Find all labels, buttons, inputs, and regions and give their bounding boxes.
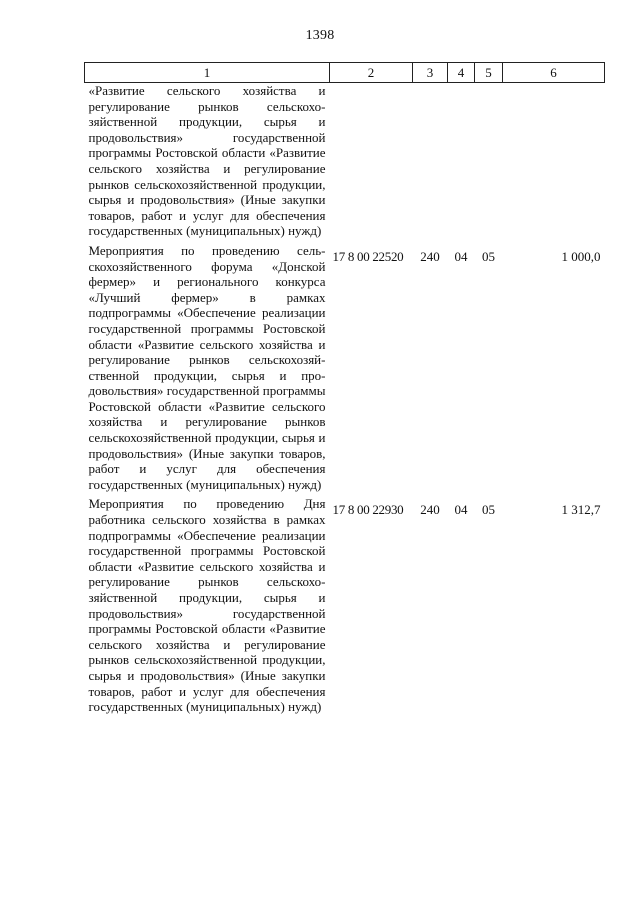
table-row xyxy=(85,243,605,497)
row-description: «Развитие сельского хозяйства и регулирование рынков сельскохозяйственной продукции, сырья и продовольствия» государственной программы Ростовской области «Развитие сельского хозяйства и регулирование рынков сельскохозяйственной продукции, сырья и продовольствия» (Иные закупки товаров, работ и услуг для обеспечения государственных (муниципальных) нужд) xyxy=(88,83,326,239)
row-expense-type: 240 xyxy=(420,248,440,264)
row-description: Мероприятия по проведению Дня работника сельского хозяйства в рамках подпрограммы «Обеспечение реализации государственной программы Ростовской области «Развитие сельского хозяйства и регулирование рынков сельскохозяйственной продукции, сырья и продовольствия» государственной программы Ростовской области «Развитие сельского хозяйства и регулирование рынков сельскохозяйственной продукции, сырья и продовольствия» (Иные закупки товаров, работ и услуг для обеспечения государственных (муниципальных) нужд) xyxy=(88,496,326,715)
budget-table xyxy=(84,62,605,719)
table-row xyxy=(85,83,605,243)
row-subsection: 05 xyxy=(482,248,495,264)
row-target-code: 17 8 00 22930 xyxy=(332,502,404,518)
row-expense-type xyxy=(413,83,448,243)
column-header-2: 2 xyxy=(330,63,413,83)
row-amount xyxy=(503,83,605,243)
column-header-4: 4 xyxy=(448,63,475,83)
row-target-code xyxy=(330,83,413,243)
column-header-6: 6 xyxy=(503,63,605,83)
row-section xyxy=(448,83,475,243)
row-amount: 1 312,7 xyxy=(561,502,601,518)
column-header-3: 3 xyxy=(413,63,448,83)
row-expense-type: 240 xyxy=(420,502,440,518)
row-description: Мероприятия по проведению сельскохозяйственного форума «Донской фермер» и регионального конкурса «Лучший фермер» в рамках подпрограммы «Обеспечение реализации государственной программы Ростовской области «Развитие сельского хозяйства и регулирование рынков сельскохозяйственной продукции, сырья и продовольствия» государственной программы Ростовской области «Развитие сельского хозяйства и регулирование рынков сельскохозяйственной продукции, сырья и продовольствия» (Иные закупки товаров, работ и услуг для обеспечения государственных (муниципальных) нужд) xyxy=(88,242,326,492)
row-section: 04 xyxy=(454,248,468,264)
row-subsection xyxy=(475,83,503,243)
table-row xyxy=(85,496,605,718)
column-header-1: 1 xyxy=(85,63,330,83)
page-number: 1398 xyxy=(305,28,335,43)
table-header-row xyxy=(85,63,605,83)
row-target-code: 17 8 00 22520 xyxy=(332,248,404,264)
row-amount: 1 000,0 xyxy=(561,248,601,264)
column-header-5: 5 xyxy=(475,63,503,83)
row-section: 04 xyxy=(454,502,468,518)
row-subsection: 05 xyxy=(482,502,495,518)
